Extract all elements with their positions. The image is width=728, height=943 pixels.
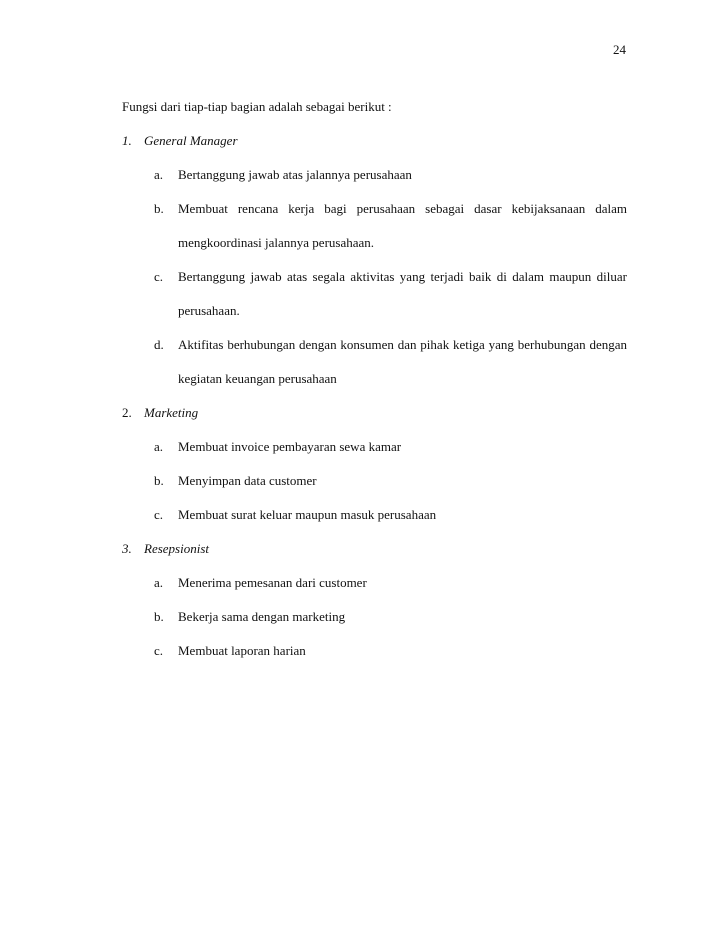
item-text: Membuat invoice pembayaran sewa kamar: [178, 439, 402, 454]
list-item: [154, 464, 627, 498]
intro-paragraph: Fungsi dari tiap-tiap bagian adalah sebagai berikut :: [122, 99, 392, 114]
item-letter: a.: [154, 439, 164, 454]
section-2: [122, 404, 627, 532]
section-number: 3.: [122, 541, 132, 556]
item-letter: a.: [154, 575, 164, 590]
section-number: 2.: [122, 405, 132, 420]
list-item: [154, 634, 627, 668]
list-item: [154, 192, 627, 260]
item-text: Menerima pemesanan dari customer: [178, 575, 367, 590]
list-item: [154, 600, 627, 634]
list-item: [154, 566, 627, 600]
item-letter: c.: [154, 643, 164, 658]
list-item: [154, 260, 627, 328]
list-item: [154, 328, 627, 396]
section-heading: [122, 540, 627, 558]
item-letter: b.: [154, 473, 164, 488]
section-title: General Manager: [144, 133, 238, 148]
item-text: Bekerja sama dengan marketing: [178, 609, 346, 624]
item-letter: b.: [154, 201, 164, 216]
section-1: [122, 132, 627, 396]
item-text: Bertanggung jawab atas jalannya perusahaan: [178, 167, 412, 182]
item-text: Membuat rencana kerja bagi perusahaan sebagai dasar kebijaksanaan dalam mengkoordinasi jalannya perusahaan.: [178, 201, 627, 250]
section-3: [122, 540, 627, 668]
item-text: Membuat laporan harian: [178, 643, 306, 658]
section-title: Marketing: [144, 405, 199, 420]
section-heading: [122, 132, 627, 150]
item-letter: b.: [154, 609, 164, 624]
item-letter: a.: [154, 167, 164, 182]
page-content: [122, 98, 627, 676]
section-number: 1.: [122, 133, 132, 148]
list-item: [154, 430, 627, 464]
item-text: Aktifitas berhubungan dengan konsumen dan pihak ketiga yang berhubungan dengan kegiatan keuangan perusahaan: [178, 337, 627, 386]
item-letter: c.: [154, 269, 164, 284]
item-list: [122, 158, 627, 396]
item-text: Bertanggung jawab atas segala aktivitas yang terjadi baik di dalam maupun diluar perusahaan.: [178, 269, 627, 318]
section-heading: [122, 404, 627, 422]
item-text: Menyimpan data customer: [178, 473, 317, 488]
item-letter: d.: [154, 337, 164, 352]
item-text: Membuat surat keluar maupun masuk perusahaan: [178, 507, 437, 522]
section-list: [122, 132, 627, 668]
page-number: 24: [613, 42, 626, 57]
item-list: [122, 566, 627, 668]
list-item: [154, 498, 627, 532]
list-item: [154, 158, 627, 192]
item-list: [122, 430, 627, 532]
section-title: Resepsionist: [144, 541, 209, 556]
item-letter: c.: [154, 507, 164, 522]
